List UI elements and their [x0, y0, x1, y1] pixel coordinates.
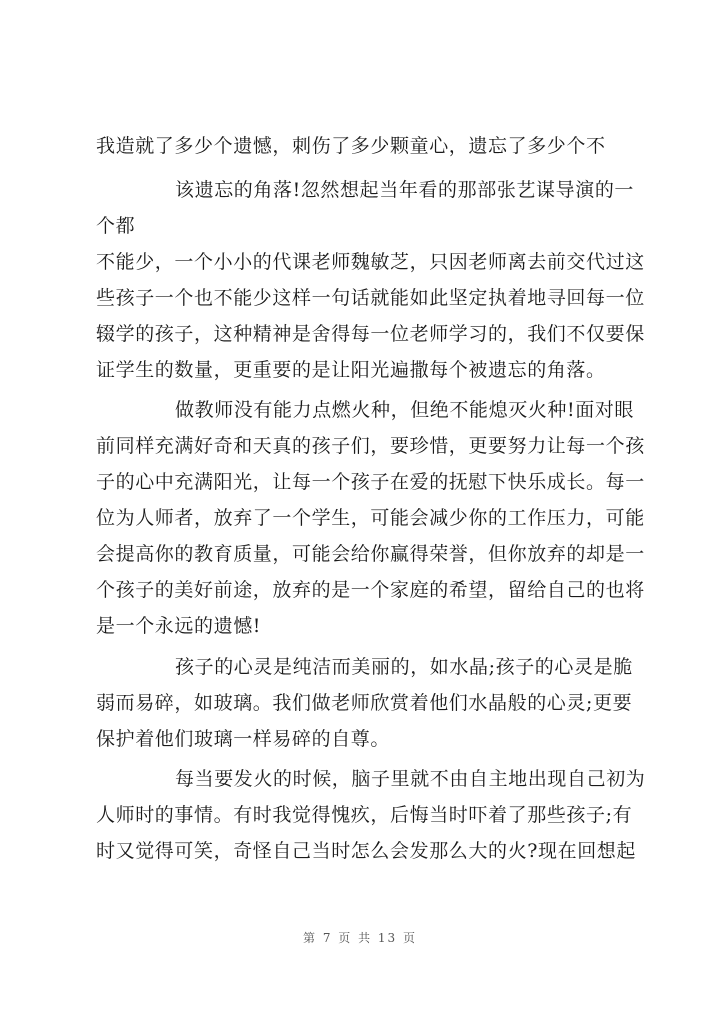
text-line: 辍学的孩子，这种精神是舍得每一位老师学习的，我们不仅要保 [96, 323, 645, 345]
text-line: 不能少，一个小小的代课老师魏敏芝，只因老师离去前交代过这 [96, 251, 645, 273]
text-line: 会提高你的教育质量，可能会给你赢得荣誉，但你放弃的却是一 [96, 543, 645, 565]
page-number-footer: 第 7 页 共 13 页 [303, 931, 417, 945]
text-line: 我造就了多少个遗憾，刺伤了多少颗童心，遗忘了多少个不 [96, 135, 606, 157]
text-line: 弱而易碎，如玻璃。我们做老师欣赏着他们水晶般的心灵;更要 [96, 692, 633, 714]
text-line: 该遗忘的角落!忽然想起当年看的那部张艺谋导演的一 [175, 179, 635, 201]
text-line: 人师时的事情。有时我觉得愧疚，后悔当时吓着了那些孩子;有 [96, 804, 633, 826]
text-line: 每当要发火的时候，脑子里就不由自主地出现自己初为 [175, 768, 646, 790]
text-line: 个都 [96, 215, 136, 237]
text-line: 是一个永远的遗憾! [96, 615, 262, 637]
text-line: 时又觉得可笑，奇怪自己当时怎么会发那么大的火?现在回想起 [96, 840, 636, 862]
text-line: 位为人师者，放弃了一个学生，可能会减少你的工作压力，可能 [96, 507, 645, 529]
text-line: 个孩子的美好前途，放弃的是一个家庭的希望，留给自己的也将 [96, 579, 645, 601]
text-line: 证学生的数量，更重要的是让阳光遍撒每个被遗忘的角落。 [96, 359, 606, 381]
text-line: 些孩子一个也不能少这样一句话就能如此坚定执着地寻回每一位 [96, 287, 645, 309]
text-line: 孩子的心灵是纯洁而美丽的，如水晶;孩子的心灵是脆 [175, 656, 633, 678]
text-line: 保护着他们玻璃一样易碎的自尊。 [96, 728, 391, 750]
text-line: 做教师没有能力点燃火种，但绝不能熄灭火种!面对眼 [175, 399, 635, 421]
text-line: 子的心中充满阳光，让每一个孩子在爱的抚慰下快乐成长。每一 [96, 471, 645, 493]
text-line: 前同样充满好奇和天真的孩子们，要珍惜，更要努力让每一个孩 [96, 435, 645, 457]
